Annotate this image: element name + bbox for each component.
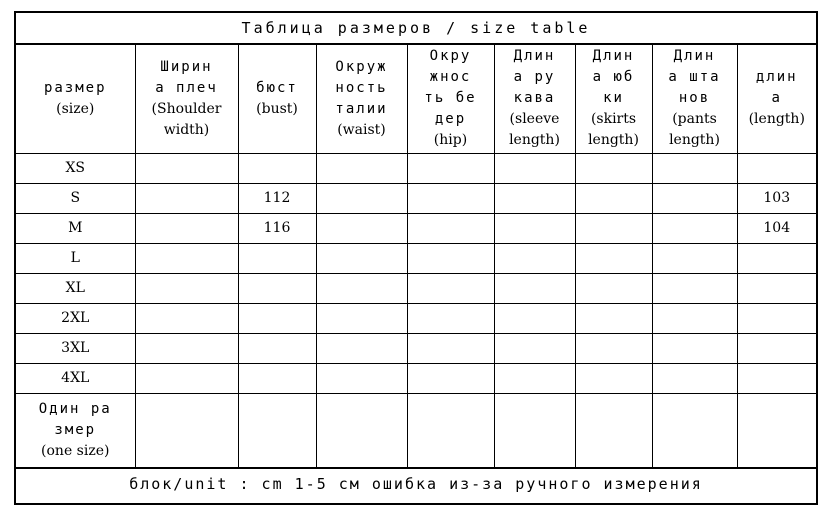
size-table <box>16 45 816 468</box>
shoulder-value <box>135 273 238 303</box>
skirt-value <box>575 333 652 363</box>
sleeve-value <box>494 183 575 213</box>
waist-value <box>316 363 407 393</box>
sleeve-value <box>494 243 575 273</box>
header-size <box>16 45 135 153</box>
pants-value <box>652 333 737 363</box>
hip-value <box>407 363 494 393</box>
pants-value <box>652 393 737 467</box>
header-ru: бюст <box>256 79 298 96</box>
size-label: XL <box>16 273 135 303</box>
size-chart <box>14 11 818 505</box>
sleeve-value <box>494 273 575 303</box>
length-value <box>737 153 816 183</box>
table-title: Таблица размеров / size table <box>16 13 816 45</box>
table-row <box>16 333 816 363</box>
one-size-label <box>16 393 135 467</box>
one-size-ru: Один ра змер <box>38 400 112 438</box>
header-en: (size) <box>56 100 95 117</box>
size-label: M <box>16 213 135 243</box>
header-en: (pants length) <box>669 111 720 149</box>
bust-value: 116 <box>238 213 316 243</box>
bust-value <box>238 363 316 393</box>
table-row <box>16 363 816 393</box>
hip-value <box>407 273 494 303</box>
waist-value <box>316 393 407 467</box>
header-length <box>737 45 816 153</box>
waist-value <box>316 303 407 333</box>
pants-value <box>652 243 737 273</box>
hip-value <box>407 243 494 273</box>
header-ru: Длин а юб ки <box>592 48 635 107</box>
table-row <box>16 153 816 183</box>
hip-value <box>407 153 494 183</box>
table-row <box>16 183 816 213</box>
bust-value <box>238 243 316 273</box>
skirt-value <box>575 213 652 243</box>
size-label: XS <box>16 153 135 183</box>
skirt-value <box>575 183 652 213</box>
header-skirt <box>575 45 652 153</box>
header-sleeve <box>494 45 575 153</box>
shoulder-value <box>135 363 238 393</box>
one-size-en: (one size) <box>41 442 110 459</box>
shoulder-value <box>135 183 238 213</box>
header-en: (hip) <box>433 132 468 149</box>
shoulder-value <box>135 393 238 467</box>
length-value <box>737 393 816 467</box>
size-label: L <box>16 243 135 273</box>
header-en: (sleeve length) <box>509 111 560 149</box>
table-row <box>16 243 816 273</box>
header-ru: длин а <box>755 69 798 107</box>
size-label: 2XL <box>16 303 135 333</box>
skirt-value <box>575 243 652 273</box>
footer-note: блок/unit : cm 1-5 см ошибка из-за ручного измерения <box>16 468 816 499</box>
bust-value: 112 <box>238 183 316 213</box>
header-ru: Окру жнос ть бе дер <box>424 48 477 128</box>
header-en: (waist) <box>337 121 386 138</box>
hip-value <box>407 393 494 467</box>
length-value <box>737 333 816 363</box>
bust-value <box>238 273 316 303</box>
waist-value <box>316 183 407 213</box>
one-size-row <box>16 393 816 467</box>
hip-value <box>407 213 494 243</box>
shoulder-value <box>135 243 238 273</box>
waist-value <box>316 273 407 303</box>
size-label: S <box>16 183 135 213</box>
bust-value <box>238 333 316 363</box>
sleeve-value <box>494 393 575 467</box>
skirt-value <box>575 303 652 333</box>
size-label: 3XL <box>16 333 135 363</box>
sleeve-value <box>494 213 575 243</box>
shoulder-value <box>135 303 238 333</box>
shoulder-value <box>135 333 238 363</box>
length-value <box>737 363 816 393</box>
waist-value <box>316 243 407 273</box>
header-ru: размер <box>43 79 107 96</box>
length-value: 103 <box>737 183 816 213</box>
waist-value <box>316 153 407 183</box>
pants-value <box>652 153 737 183</box>
header-en: (length) <box>748 111 805 128</box>
skirt-value <box>575 363 652 393</box>
header-waist <box>316 45 407 153</box>
bust-value <box>238 303 316 333</box>
pants-value <box>652 273 737 303</box>
sleeve-value <box>494 363 575 393</box>
pants-value <box>652 183 737 213</box>
length-value: 104 <box>737 213 816 243</box>
header-hip <box>407 45 494 153</box>
header-en: (bust) <box>256 100 298 117</box>
table-row <box>16 213 816 243</box>
header-pants <box>652 45 737 153</box>
bust-value <box>238 153 316 183</box>
waist-value <box>316 213 407 243</box>
sleeve-value <box>494 333 575 363</box>
table-row <box>16 303 816 333</box>
header-ru: Ширин а плеч <box>155 58 218 96</box>
pants-value <box>652 303 737 333</box>
header-en: (skirts length) <box>588 111 639 149</box>
skirt-value <box>575 153 652 183</box>
hip-value <box>407 303 494 333</box>
sleeve-value <box>494 153 575 183</box>
shoulder-value <box>135 213 238 243</box>
pants-value <box>652 213 737 243</box>
sleeve-value <box>494 303 575 333</box>
header-bust <box>238 45 316 153</box>
hip-value <box>407 183 494 213</box>
bust-value <box>238 393 316 467</box>
waist-value <box>316 333 407 363</box>
skirt-value <box>575 273 652 303</box>
skirt-value <box>575 393 652 467</box>
size-label: 4XL <box>16 363 135 393</box>
header-row <box>16 45 816 153</box>
header-shoulder <box>135 45 238 153</box>
header-ru: Длин а ру кава <box>513 48 556 107</box>
length-value <box>737 273 816 303</box>
length-value <box>737 243 816 273</box>
header-ru: Окруж ность талии <box>335 58 388 117</box>
pants-value <box>652 363 737 393</box>
header-en: (Shoulder width) <box>151 100 222 138</box>
header-ru: Длин а шта нов <box>668 48 721 107</box>
length-value <box>737 303 816 333</box>
table-row <box>16 273 816 303</box>
hip-value <box>407 333 494 363</box>
shoulder-value <box>135 153 238 183</box>
